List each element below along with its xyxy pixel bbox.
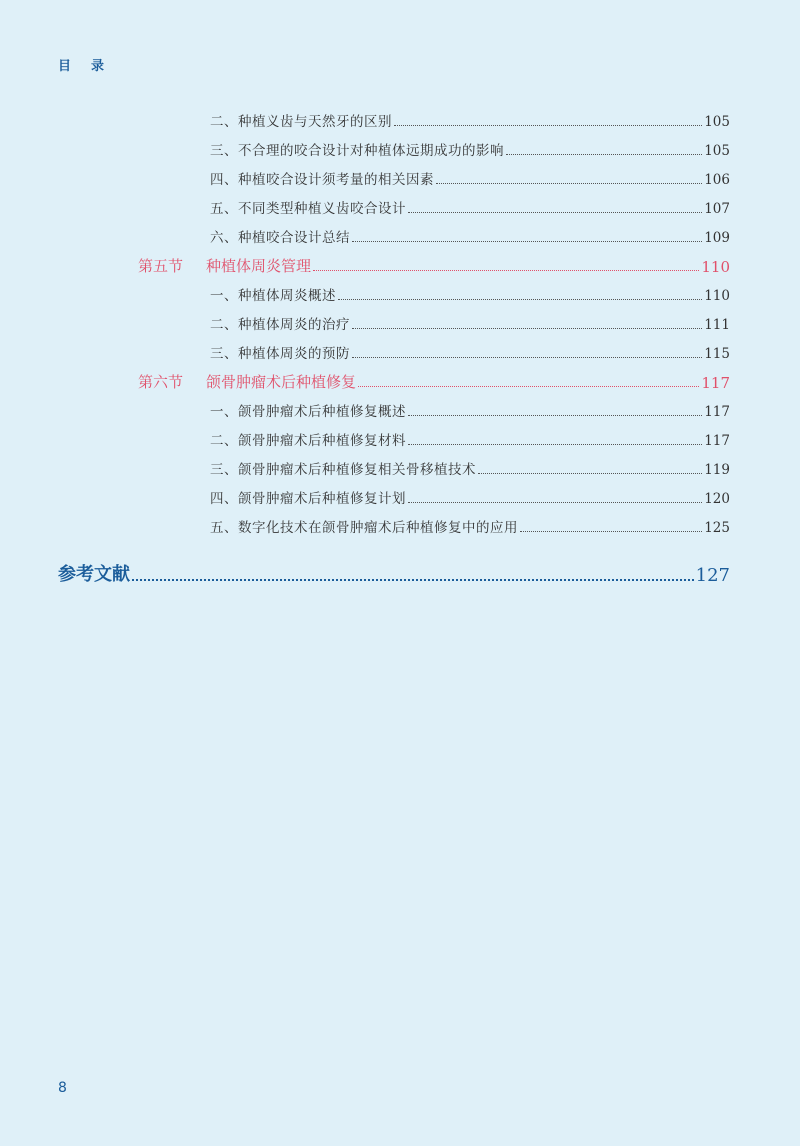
dot-leader (408, 211, 702, 213)
page-number: 8 (58, 1080, 67, 1096)
dot-leader (408, 443, 702, 445)
toc-entry[interactable] (210, 342, 730, 362)
references-page: 127 (695, 565, 730, 586)
toc-entry-page: 120 (704, 491, 730, 507)
dot-leader (520, 530, 702, 532)
dot-leader (506, 153, 702, 155)
toc-entry-page: 110 (701, 258, 730, 276)
dot-leader (436, 182, 702, 184)
section-title: 种植体周炎管理 (206, 257, 312, 275)
toc-entry-page: 106 (704, 172, 730, 188)
toc-entry-label: 一、颌骨肿瘤术后种植修复概述 (210, 404, 406, 420)
toc-entry-label: 五、数字化技术在颌骨肿瘤术后种植修复中的应用 (210, 520, 518, 536)
dot-leader (394, 124, 702, 126)
toc-entry[interactable] (210, 168, 730, 188)
dot-leader (132, 578, 694, 581)
toc-entry[interactable] (210, 110, 730, 130)
toc-entry[interactable] (210, 487, 730, 507)
toc-entry-page: 107 (704, 201, 730, 217)
toc-entry-label: 二、种植体周炎的治疗 (210, 317, 350, 333)
toc-section-entry[interactable] (138, 371, 730, 392)
toc-entry-page: 111 (704, 317, 730, 333)
dot-leader (352, 327, 702, 329)
dot-leader (478, 472, 702, 474)
toc-entry-label: 三、种植体周炎的预防 (210, 346, 350, 362)
toc-entry-label: 三、颌骨肿瘤术后种植修复相关骨移植技术 (210, 462, 476, 478)
toc-section-entry[interactable] (138, 255, 730, 276)
references-label: 参考文献 (58, 564, 130, 585)
dot-leader (358, 385, 699, 387)
toc-entry-label: 三、不合理的咬合设计对种植体远期成功的影响 (210, 143, 504, 159)
toc-entry[interactable] (210, 226, 730, 246)
toc-entry-page: 109 (704, 230, 730, 246)
toc-entry-page: 119 (704, 462, 730, 478)
toc-entry-label: 二、颌骨肿瘤术后种植修复材料 (210, 433, 406, 449)
toc-entry-page: 115 (704, 346, 730, 362)
toc-section-heading (138, 371, 356, 392)
toc-entry[interactable] (210, 458, 730, 478)
toc-entry[interactable] (210, 197, 730, 217)
toc-entry[interactable] (210, 516, 730, 536)
toc-entry-label: 一、种植体周炎概述 (210, 288, 336, 304)
toc-section-heading (138, 255, 311, 276)
toc-entry-label: 五、不同类型种植义齿咬合设计 (210, 201, 406, 217)
toc-entry-label: 六、种植咬合设计总结 (210, 230, 350, 246)
toc-entry[interactable] (210, 429, 730, 449)
toc-entry-page: 125 (704, 520, 730, 536)
section-title: 颌骨肿瘤术后种植修复 (206, 373, 357, 391)
toc-entry-page: 105 (704, 143, 730, 159)
toc-entry[interactable] (210, 400, 730, 420)
toc-entry-label: 二、种植义齿与天然牙的区别 (210, 114, 392, 130)
section-number: 第六节 (138, 373, 184, 391)
toc-entry-page: 117 (701, 374, 730, 392)
toc-entry[interactable] (210, 139, 730, 159)
toc-entry-page: 105 (704, 114, 730, 130)
toc-entry[interactable] (210, 284, 730, 304)
toc-entry-page: 117 (704, 433, 730, 449)
dot-leader (408, 501, 702, 503)
toc-entry-page: 117 (704, 404, 730, 420)
toc-entry-label: 四、颌骨肿瘤术后种植修复计划 (210, 491, 406, 507)
dot-leader (352, 356, 702, 358)
section-number: 第五节 (138, 257, 184, 275)
toc-entry[interactable] (210, 313, 730, 333)
dot-leader (352, 240, 702, 242)
toc-references-entry[interactable] (58, 560, 730, 586)
dot-leader (408, 414, 702, 416)
toc-entry-label: 四、种植咬合设计须考量的相关因素 (210, 172, 434, 188)
dot-leader (338, 298, 702, 300)
dot-leader (313, 269, 699, 271)
page-header-title: 目录 (58, 59, 125, 74)
toc-entry-page: 110 (704, 288, 730, 304)
